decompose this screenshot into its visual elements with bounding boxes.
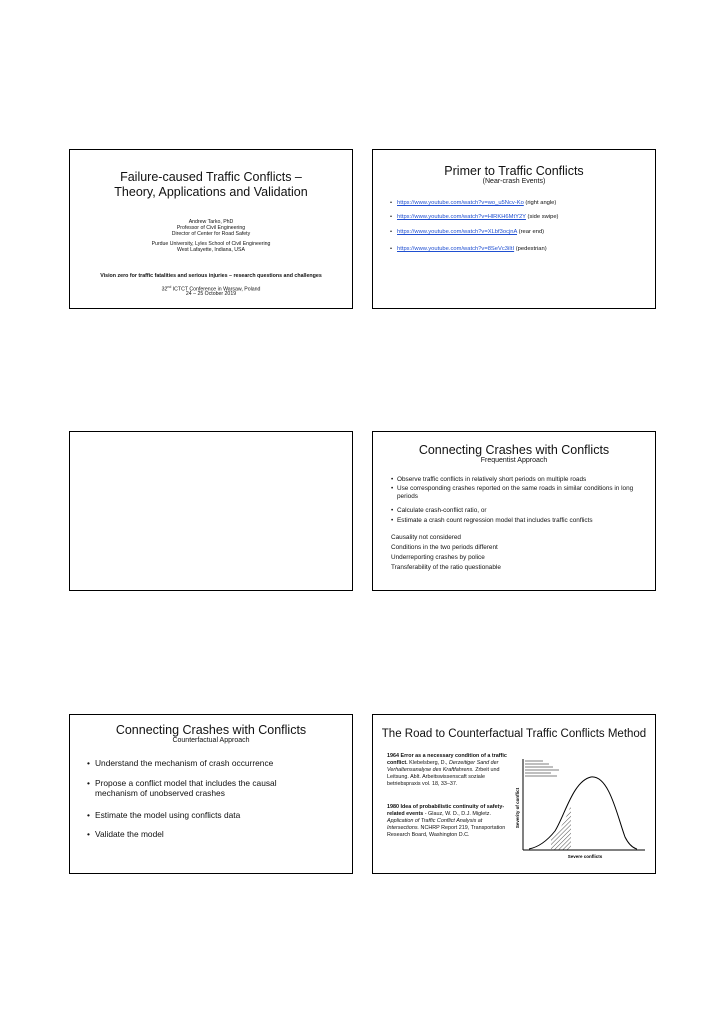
bullet-item: • Use corresponding crashes reported on the same roads in similar conditions in long periods [391,485,651,500]
slide-title: Connecting Crashes with Conflicts [418,443,610,457]
conference-name: 32nd ICTCT Conference in Warsaw, Poland [161,285,261,293]
list-item: • https://www.youtube.com/watch?v=8SeVc3iItI (pedestrian) [397,246,547,252]
bullet-item: • Estimate a crash count regression model that includes traffic conflicts [391,517,651,525]
video-link[interactable]: https://www.youtube.com/watch?v=wo_u5Ncv-Ko [397,200,524,206]
title-line-2: Theory, Applications and Validation [114,185,308,199]
bullet-item: • Observe traffic conflicts in relatively short periods on multiple roads [391,476,651,484]
slide-subtitle: (Near-crash Events) [482,178,546,185]
conference-dates: 24 – 25 October 2019 [185,291,237,297]
bullet-item: • Propose a conflict model that includes the causal mechanism of unobserved crashes [87,778,317,798]
note-item: Causality not considered [391,534,461,541]
bullet-item: • Validate the model [87,829,317,839]
note-item: Underreporting crashes by police [391,554,485,561]
affiliation-2: West Lafayette, Indiana, USA [177,246,245,253]
title-line-1: Failure-caused Traffic Conflicts – [120,170,302,184]
figure-legend [525,761,559,776]
slide-primer [372,149,656,309]
video-link[interactable]: https://www.youtube.com/watch?v=XLbf3ocjnA [397,229,518,235]
severity-distribution-figure [515,753,651,865]
affiliation-1: Purdue University, Lyles School of Civil Engineering [151,240,271,247]
y-axis-label: Severity of conflict [515,787,520,829]
slide-title: Connecting Crashes with Conflicts [115,723,307,737]
bullet-item: • Calculate crash-conflict ratio, or [391,507,651,515]
author-role-1: Professor of Civil Engineering [176,225,246,232]
bullet-item: • Understand the mechanism of crash occurrence [87,758,317,768]
reference-1964: 1964 Error as a necessary condition of a traffic conflict. Klebelsberg, D., Derzeitiger Sand der Verhaltensanalyse des Kraftfahrens. Zrbeit und Leitsung. Ablt. Arbeitswissenscaft soziale betriebspraxis vol. 18, 33–37. [387,753,507,787]
list-item: • https://www.youtube.com/watch?v=HlRKH6MtY2Y (side swipe) [397,214,558,220]
video-link[interactable]: https://www.youtube.com/watch?v=HlRKH6MtY2Y [397,214,526,220]
video-link[interactable]: https://www.youtube.com/watch?v=8SeVc3iItI [397,246,515,252]
slide-subtitle: Frequentist Approach [480,457,548,464]
bullet-item: • Estimate the model using conflicts data [87,810,317,820]
slide-road-to-method [372,714,656,874]
list-item: • https://www.youtube.com/watch?v=wo_u5Ncv-Ko (right angle) [397,200,556,206]
author-name: Andrew Tarko, PhD [188,219,234,225]
slide-title [69,149,353,309]
author-role-2: Director of Center for Road Safety [171,231,251,238]
reference-1980: 1980 Idea of probabilistic continuity of safety-related events - Glauz, W. D., D.J. Migletz. Application of Traffic Conflict Analysis at Intersections. NCHRP Report 219, Transportation Research Board, Washington D.C. [387,804,506,838]
distribution-curve [529,777,637,849]
slide-subtitle: Counterfactual Approach [172,737,250,744]
slide-blank [69,431,353,591]
slide-counterfactual [69,714,353,874]
x-axis-label: Severe conflicts [567,854,603,859]
slide-title: Primer to Traffic Conflicts [444,164,584,178]
list-item: • https://www.youtube.com/watch?v=XLbf3ocjnA (rear end) [397,229,544,235]
slide-title: The Road to Counterfactual Traffic Conflicts Method [381,728,647,740]
note-item: Conditions in the two periods different [391,544,498,551]
note-item: Transferability of the ratio questionable [391,564,501,571]
hatched-region [551,805,571,850]
conference-theme: Vision zero for traffic fatalities and serious injuries – research questions and challenges [100,273,322,279]
slide-frequentist [372,431,656,591]
